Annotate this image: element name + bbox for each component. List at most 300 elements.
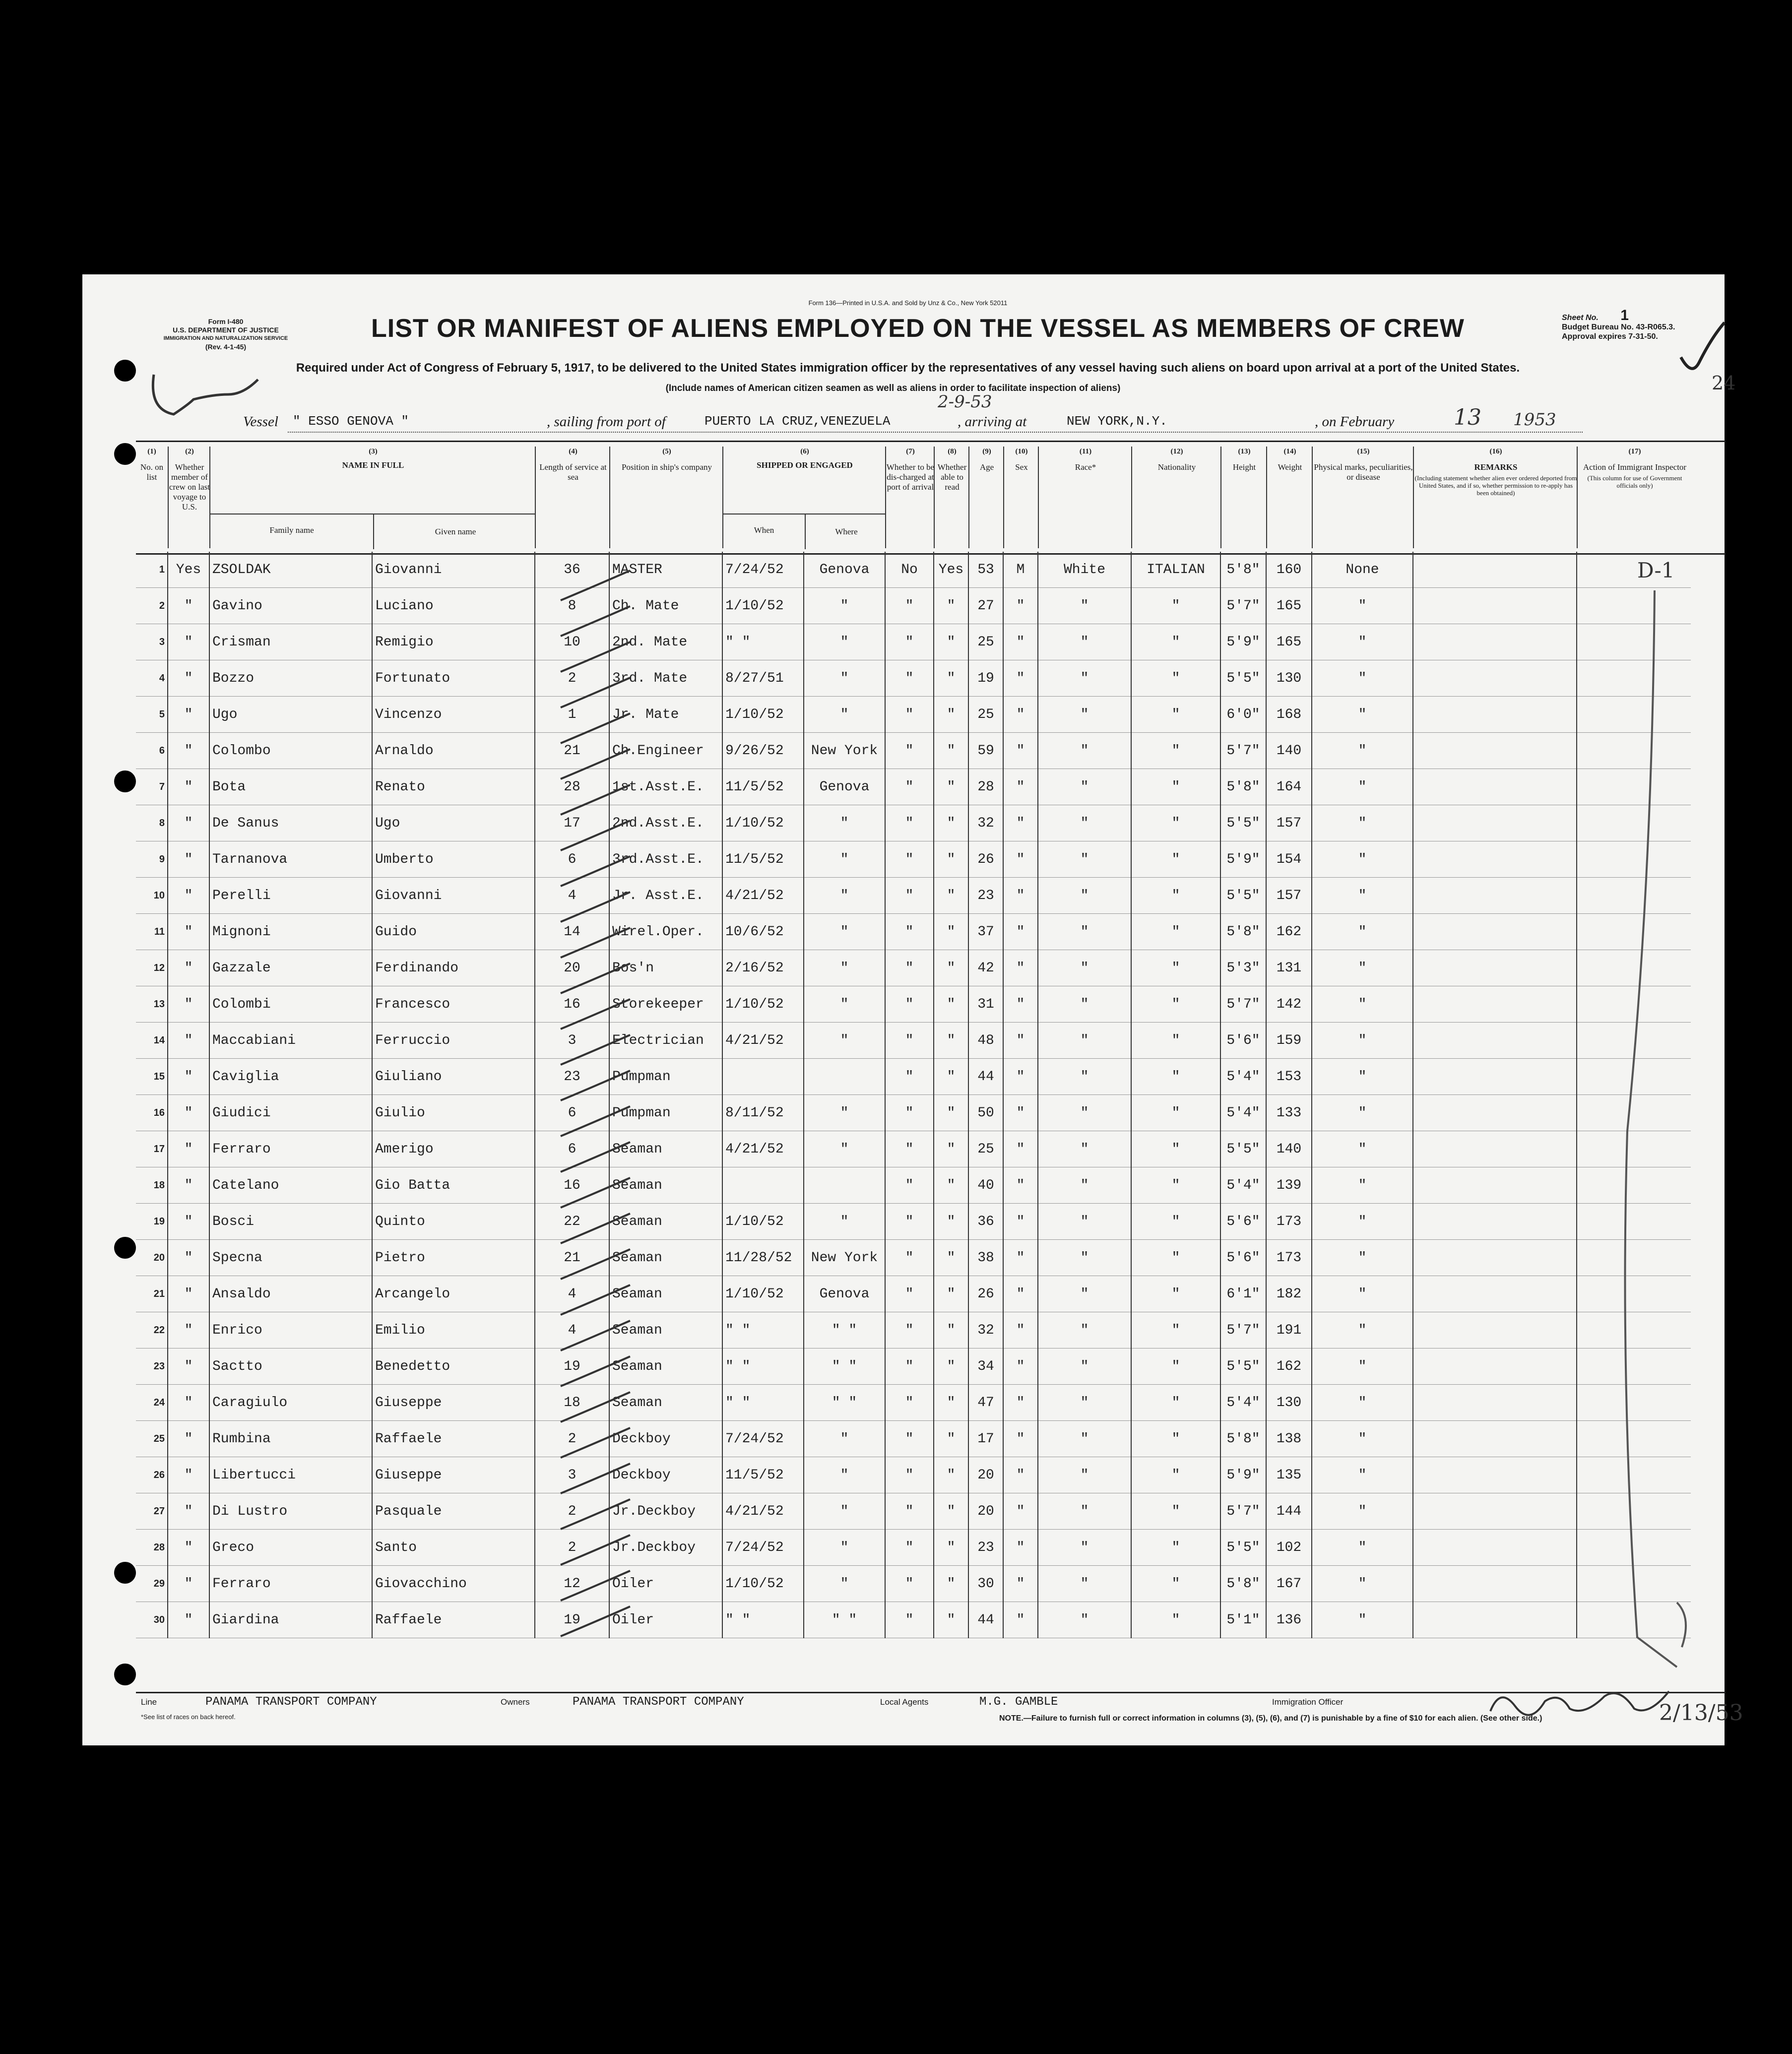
crew-cell: " — [1312, 1602, 1413, 1638]
crew-cell: " — [885, 1385, 934, 1421]
crew-cell: Jr.Deckboy — [609, 1530, 722, 1566]
column-header — [968, 447, 1004, 548]
crew-cell: Specna — [209, 1240, 372, 1276]
crew-cell: 14 — [535, 914, 609, 950]
crew-cell: " — [1312, 1493, 1413, 1530]
crew-cell: 11/5/52 — [722, 769, 804, 805]
crew-cell: " " — [722, 624, 804, 660]
crew-cell — [804, 1167, 885, 1204]
crew-cell: 5'8" — [1220, 552, 1266, 588]
crew-cell: 144 — [1266, 1493, 1312, 1530]
crew-cell: " — [804, 1566, 885, 1602]
crew-cell: " — [804, 660, 885, 697]
crew-cell: " — [1312, 914, 1413, 950]
crew-cell: " — [934, 1240, 968, 1276]
crew-cell-empty — [1413, 1095, 1577, 1131]
crew-cell: Giovanni — [372, 878, 535, 914]
crew-cell-empty — [1413, 1240, 1577, 1276]
crew-cell: 44 — [968, 1602, 1003, 1638]
punch-hole — [114, 1664, 136, 1685]
crew-cell: " — [168, 1421, 209, 1457]
crew-cell: " — [1312, 805, 1413, 841]
crew-cell: " — [1038, 769, 1131, 805]
crew-cell: " — [885, 733, 934, 769]
department-name: U.S. DEPARTMENT OF JUSTICE — [173, 326, 279, 334]
crew-cell: " — [1003, 878, 1038, 914]
crew-cell: Ferraro — [209, 1566, 372, 1602]
column-number: (2) — [185, 448, 194, 455]
crew-cell: " — [1131, 1204, 1220, 1240]
crew-cell: 173 — [1266, 1204, 1312, 1240]
crew-cell: Perelli — [209, 878, 372, 914]
crew-cell: 142 — [1266, 986, 1312, 1023]
crew-cell: 133 — [1266, 1095, 1312, 1131]
pencil-slash — [561, 606, 630, 636]
column-label: Whether member of crew on last voyage to U.S. — [169, 462, 210, 512]
crew-cell: 140 — [1266, 733, 1312, 769]
pencil-slash — [561, 1356, 630, 1386]
crew-cell: " — [804, 841, 885, 878]
crew-cell: " — [934, 588, 968, 624]
crew-row — [136, 1421, 1691, 1457]
crew-cell: " — [1131, 1312, 1220, 1348]
crew-cell: " " — [722, 1602, 804, 1638]
crew-cell: " — [885, 1240, 934, 1276]
crew-cell: Pietro — [372, 1240, 535, 1276]
crew-cell: Tarnanova — [209, 841, 372, 878]
crew-cell: " — [1131, 624, 1220, 660]
crew-cell: 5'5" — [1220, 1131, 1266, 1167]
crew-cell: " — [168, 624, 209, 660]
crew-row — [136, 1167, 1691, 1204]
crew-cell: " — [1131, 1385, 1220, 1421]
crew-cell-empty — [1413, 1385, 1577, 1421]
crew-row — [136, 769, 1691, 805]
crew-cell: " — [804, 914, 885, 950]
crew-cell: Rumbina — [209, 1421, 372, 1457]
crew-cell: 10/6/52 — [722, 914, 804, 950]
crew-cell: 22 — [136, 1312, 168, 1348]
column-header — [1413, 447, 1578, 548]
crew-cell: Yes — [168, 552, 209, 588]
crew-cell: " — [168, 1348, 209, 1385]
crew-row — [136, 1566, 1691, 1602]
crew-cell: " — [1038, 1530, 1131, 1566]
crew-cell-empty — [1413, 1023, 1577, 1059]
crew-cell: 157 — [1266, 878, 1312, 914]
punch-hole — [114, 1562, 136, 1584]
crew-cell: " — [885, 1457, 934, 1493]
crew-cell: Jr. Asst.E. — [609, 878, 722, 914]
crew-cell-empty — [1413, 624, 1577, 660]
crew-cell: " — [1003, 733, 1038, 769]
crew-cell: 6 — [136, 733, 168, 769]
sheet-number: 1 — [1620, 307, 1629, 323]
crew-cell: " — [1003, 914, 1038, 950]
crew-cell: 7 — [136, 769, 168, 805]
pencil-slash — [561, 1035, 630, 1065]
crew-cell: Pumpman — [609, 1095, 722, 1131]
crew-cell: 11 — [136, 914, 168, 950]
crew-cell: " — [1312, 1421, 1413, 1457]
crew-cell-empty — [1413, 950, 1577, 986]
crew-cell: 19 — [136, 1204, 168, 1240]
column-header — [722, 447, 886, 548]
crew-cell: " — [1003, 1493, 1038, 1530]
column-header — [209, 447, 536, 548]
crew-cell: White — [1038, 552, 1131, 588]
service-check-marks — [556, 521, 640, 1687]
crew-cell: " — [1131, 805, 1220, 841]
crew-cell: " — [885, 914, 934, 950]
crew-cell: 16 — [136, 1095, 168, 1131]
crew-cell: 18 — [136, 1167, 168, 1204]
crew-cell: " — [1003, 1059, 1038, 1095]
crew-cell: " — [1131, 588, 1220, 624]
crew-cell: 11/5/52 — [722, 1457, 804, 1493]
crew-cell: 167 — [1266, 1566, 1312, 1602]
column-label: Weight — [1278, 462, 1302, 472]
crew-cell: 38 — [968, 1240, 1003, 1276]
crew-cell: No — [885, 552, 934, 588]
crew-cell: 5'5" — [1220, 805, 1266, 841]
crew-cell: " — [1003, 805, 1038, 841]
crew-cell: 4/21/52 — [722, 1023, 804, 1059]
pencil-slash — [561, 1535, 630, 1565]
crew-cell: 9 — [136, 841, 168, 878]
form-note: (Include names of American citizen seamen as well as aliens in order to facilitate inspection of aliens) — [665, 383, 1121, 393]
crew-cell: " — [168, 1312, 209, 1348]
pencil-slash — [561, 999, 630, 1029]
crew-cell: New York — [804, 733, 885, 769]
crew-cell: " — [934, 805, 968, 841]
crew-table — [136, 552, 1691, 1638]
crew-cell-empty — [1413, 1312, 1577, 1348]
pencil-slash — [561, 856, 630, 886]
crew-cell: Bozzo — [209, 660, 372, 697]
column-number: (5) — [662, 448, 671, 455]
crew-cell: " — [168, 1276, 209, 1312]
crew-cell: " — [1312, 1131, 1413, 1167]
crew-cell: " — [1312, 1059, 1413, 1095]
crew-cell: " — [1312, 878, 1413, 914]
pencil-slash — [561, 1214, 630, 1243]
crew-row — [136, 1059, 1691, 1095]
crew-cell: Oiler — [609, 1566, 722, 1602]
column-label: Sex — [1015, 462, 1028, 472]
pencil-slash — [561, 571, 630, 600]
crew-cell: 1 — [136, 552, 168, 588]
crew-cell: 9/26/52 — [722, 733, 804, 769]
crew-cell: " — [804, 950, 885, 986]
crew-cell: " — [168, 1530, 209, 1566]
crew-cell: " — [1131, 914, 1220, 950]
crew-cell: 25 — [968, 1131, 1003, 1167]
crew-row — [136, 1095, 1691, 1131]
crew-cell: 17 — [968, 1421, 1003, 1457]
crew-cell: " — [168, 1131, 209, 1167]
voyage-underline — [288, 432, 1583, 433]
crew-cell: " — [934, 1095, 968, 1131]
crew-cell: Renato — [372, 769, 535, 805]
column-subheaders — [210, 514, 536, 549]
crew-cell: " — [934, 1312, 968, 1348]
crew-cell: " — [1131, 1167, 1220, 1204]
crew-cell: " — [1131, 841, 1220, 878]
crew-cell: " " — [804, 1348, 885, 1385]
inspector-bracket-line — [1617, 585, 1697, 1687]
column-number: (15) — [1357, 448, 1370, 455]
crew-row — [136, 697, 1691, 733]
pencil-slash — [561, 678, 630, 707]
crew-row — [136, 1204, 1691, 1240]
crew-cell: Gazzale — [209, 950, 372, 986]
crew-cell: " — [1003, 1240, 1038, 1276]
crew-cell: Seaman — [609, 1240, 722, 1276]
crew-cell: 34 — [968, 1348, 1003, 1385]
crew-cell: 25 — [136, 1421, 168, 1457]
crew-cell: " — [885, 1348, 934, 1385]
pencil-slash — [561, 892, 630, 922]
crew-cell: " — [885, 1204, 934, 1240]
line-label: Line — [141, 1697, 157, 1707]
crew-cell: " — [934, 1493, 968, 1530]
column-label: Height — [1232, 462, 1256, 472]
crew-cell: Pumpman — [609, 1059, 722, 1095]
crew-cell: Guido — [372, 914, 535, 950]
crew-cell: " " — [722, 1385, 804, 1421]
crew-cell-empty — [1413, 986, 1577, 1023]
crew-cell: " — [168, 1566, 209, 1602]
crew-cell: " — [885, 697, 934, 733]
crew-cell: Storekeeper — [609, 986, 722, 1023]
sailing-label: , sailing from port of — [547, 414, 666, 430]
crew-cell-empty — [1413, 1204, 1577, 1240]
crew-cell: " " — [804, 1312, 885, 1348]
crew-cell: 5'7" — [1220, 733, 1266, 769]
crew-cell: Ferdinando — [372, 950, 535, 986]
crew-cell: " — [1312, 660, 1413, 697]
crew-cell: " — [1312, 1276, 1413, 1312]
crew-cell: " — [885, 1566, 934, 1602]
crew-cell: 42 — [968, 950, 1003, 986]
crew-cell: Bos'n — [609, 950, 722, 986]
crew-cell: " — [1038, 914, 1131, 950]
crew-cell: " — [1131, 1457, 1220, 1493]
crew-cell: " — [885, 1276, 934, 1312]
crew-cell: Seaman — [609, 1167, 722, 1204]
crew-cell: 162 — [1266, 914, 1312, 950]
crew-cell: Colombo — [209, 733, 372, 769]
crew-cell: 20 — [968, 1457, 1003, 1493]
pencil-slash — [561, 1464, 630, 1493]
crew-cell: Francesco — [372, 986, 535, 1023]
crew-cell: " — [1312, 1204, 1413, 1240]
crew-row — [136, 552, 1691, 588]
crew-cell: Ugo — [209, 697, 372, 733]
crew-cell: " — [885, 805, 934, 841]
crew-cell: 5'6" — [1220, 1023, 1266, 1059]
crew-cell: " — [1312, 1530, 1413, 1566]
column-label: NAME IN FULL — [342, 460, 404, 470]
crew-cell: 23 — [136, 1348, 168, 1385]
crew-cell: Genova — [804, 769, 885, 805]
crew-cell: 153 — [1266, 1059, 1312, 1095]
column-header — [1577, 447, 1692, 548]
crew-cell: " — [1131, 1240, 1220, 1276]
crew-cell: 3rd. Mate — [609, 660, 722, 697]
crew-cell: Colombi — [209, 986, 372, 1023]
crew-cell: " — [1312, 1566, 1413, 1602]
column-subheader: (Including statement whether alien ever ordered deported from United States, and if so, whether permission to re-apply has been obtained) — [1414, 474, 1577, 497]
crew-cell: " — [804, 697, 885, 733]
crew-cell: " — [1003, 950, 1038, 986]
crew-cell: " — [1003, 1204, 1038, 1240]
crew-cell: " — [934, 1131, 968, 1167]
crew-cell-empty — [1413, 805, 1577, 841]
crew-row — [136, 1023, 1691, 1059]
crew-cell: Luciano — [372, 588, 535, 624]
crew-cell: 40 — [968, 1167, 1003, 1204]
crew-cell: " — [934, 733, 968, 769]
crew-cell: " — [934, 624, 968, 660]
punch-hole — [114, 1237, 136, 1259]
crew-cell: 4 — [535, 1276, 609, 1312]
crew-cell: 5'3" — [1220, 950, 1266, 986]
crew-cell: 4 — [535, 878, 609, 914]
crew-cell: Ugo — [372, 805, 535, 841]
vessel-owners: PANAMA TRANSPORT COMPANY — [573, 1695, 744, 1709]
crew-cell: " " — [722, 1348, 804, 1385]
crew-cell: " — [1131, 1602, 1220, 1638]
crew-row — [136, 1276, 1691, 1312]
crew-cell: " — [1038, 733, 1131, 769]
crew-cell: New York — [804, 1240, 885, 1276]
arrival-year: 1953 — [1513, 410, 1556, 430]
crew-cell: " — [1131, 1095, 1220, 1131]
crew-cell: " — [168, 769, 209, 805]
crew-cell: " — [934, 697, 968, 733]
crew-cell: 12 — [535, 1566, 609, 1602]
crew-row — [136, 805, 1691, 841]
crew-cell: 32 — [968, 1312, 1003, 1348]
crew-cell: " — [1131, 1059, 1220, 1095]
crew-cell: Gio Batta — [372, 1167, 535, 1204]
crew-cell: 16 — [535, 986, 609, 1023]
column-number: (3) — [369, 448, 378, 455]
crew-cell: Arcangelo — [372, 1276, 535, 1312]
crew-cell: " — [804, 1493, 885, 1530]
crew-cell: " — [1038, 1385, 1131, 1421]
crew-row — [136, 950, 1691, 986]
crew-cell: Mignoni — [209, 914, 372, 950]
crew-cell: " — [168, 1167, 209, 1204]
crew-row — [136, 624, 1691, 660]
crew-cell: 5'7" — [1220, 986, 1266, 1023]
crew-cell: 59 — [968, 733, 1003, 769]
crew-cell: 44 — [968, 1059, 1003, 1095]
crew-cell: Seaman — [609, 1385, 722, 1421]
crew-cell: 1st.Asst.E. — [609, 769, 722, 805]
crew-cell: 7/24/52 — [722, 552, 804, 588]
crew-cell: " — [804, 1530, 885, 1566]
footer — [136, 1692, 1743, 1743]
column-label: No. on list — [140, 462, 164, 482]
crew-cell: " — [885, 1023, 934, 1059]
crew-cell: 5'8" — [1220, 1421, 1266, 1457]
crew-cell: Di Lustro — [209, 1493, 372, 1530]
crew-cell: Seaman — [609, 1204, 722, 1240]
crew-cell: " — [885, 878, 934, 914]
column-number: (8) — [948, 448, 957, 455]
crew-cell: " — [1038, 588, 1131, 624]
form-subtitle: Required under Act of Congress of February 5, 1917, to be delivered to the United States immigration officer by the representatives of any vessel having such aliens on board upon arrival at a port of the United States. — [296, 361, 1520, 375]
column-number: (7) — [906, 448, 915, 455]
race-footnote: *See list of races on back hereof. — [141, 1713, 236, 1721]
crew-cell: " — [1131, 986, 1220, 1023]
crew-cell: 11/5/52 — [722, 841, 804, 878]
crew-cell: 130 — [1266, 1385, 1312, 1421]
crew-cell: " — [1312, 733, 1413, 769]
crew-cell: 1/10/52 — [722, 1276, 804, 1312]
crew-cell: " — [934, 1276, 968, 1312]
column-number: (12) — [1170, 448, 1183, 455]
column-label: Position in ship's company — [621, 462, 712, 472]
pencil-slash — [561, 749, 630, 779]
crew-cell: " — [168, 1204, 209, 1240]
crew-cell: " — [1038, 1059, 1131, 1095]
vessel-name: " ESSO GENOVA " — [293, 414, 409, 429]
crew-cell: " — [1038, 1023, 1131, 1059]
crew-cell: Wirel.Oper. — [609, 914, 722, 950]
column-header — [1220, 447, 1267, 548]
crew-cell-empty — [1413, 878, 1577, 914]
crew-cell: " — [1038, 624, 1131, 660]
crew-cell: " — [934, 914, 968, 950]
crew-cell: " — [934, 1421, 968, 1457]
crew-cell: " — [1003, 1131, 1038, 1167]
crew-cell: Ch.Engineer — [609, 733, 722, 769]
crew-cell: 5'4" — [1220, 1059, 1266, 1095]
crew-cell: " — [168, 1385, 209, 1421]
crew-cell-empty — [1413, 1457, 1577, 1493]
crew-cell: 140 — [1266, 1131, 1312, 1167]
crew-cell: 162 — [1266, 1348, 1312, 1385]
crew-cell: 4/21/52 — [722, 1131, 804, 1167]
crew-cell: Remigio — [372, 624, 535, 660]
crew-cell: " — [1003, 986, 1038, 1023]
crew-cell: 23 — [535, 1059, 609, 1095]
crew-cell: 2 — [136, 588, 168, 624]
column-label: Action of Immigrant Inspector — [1583, 462, 1687, 472]
crew-cell: " — [934, 1602, 968, 1638]
crew-cell: " — [934, 1385, 968, 1421]
crew-cell: " — [168, 588, 209, 624]
crew-cell: " — [168, 733, 209, 769]
crew-cell: " — [1312, 588, 1413, 624]
crew-cell: 32 — [968, 805, 1003, 841]
column-number: (14) — [1283, 448, 1296, 455]
crew-cell: 5'7" — [1220, 1493, 1266, 1530]
crew-row — [136, 1312, 1691, 1348]
crew-cell: " — [168, 1023, 209, 1059]
crew-cell-empty — [1413, 1493, 1577, 1530]
form-identification — [144, 318, 308, 351]
crew-cell: 2 — [535, 1493, 609, 1530]
crew-cell: Caviglia — [209, 1059, 372, 1095]
crew-cell: Greco — [209, 1530, 372, 1566]
page-number: 24 — [1712, 372, 1736, 394]
